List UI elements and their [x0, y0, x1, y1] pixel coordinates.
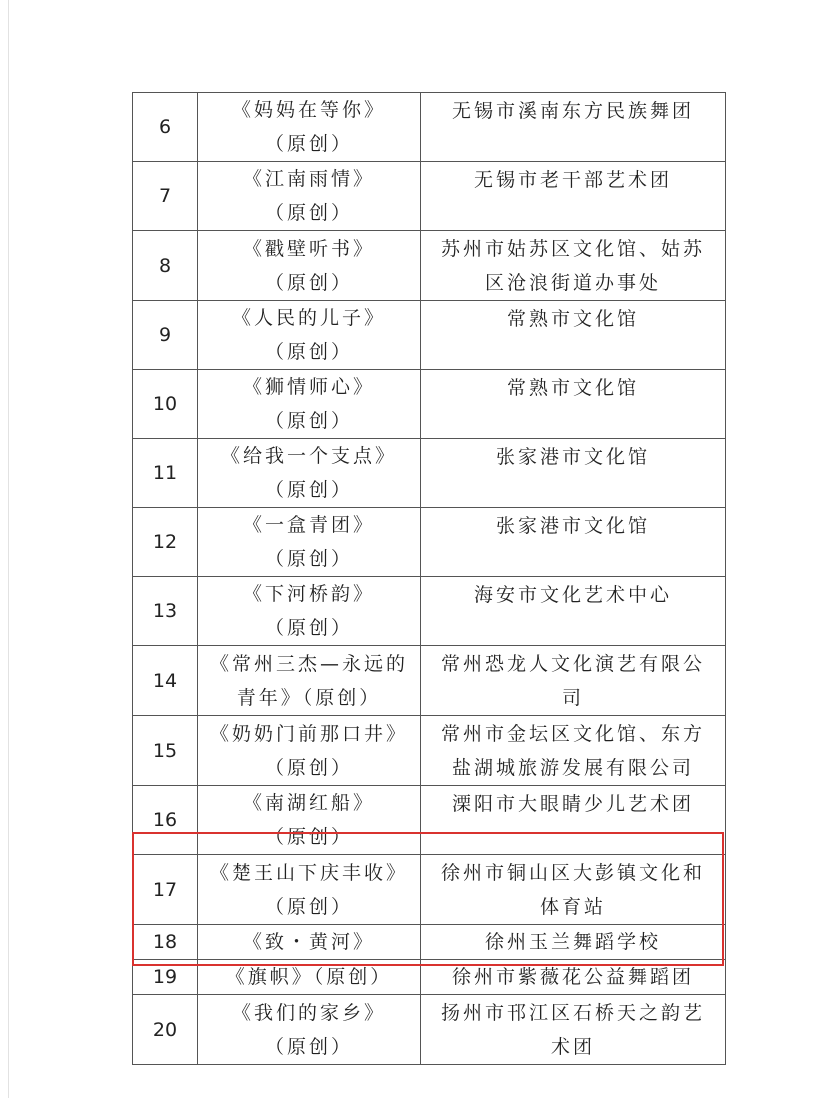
row-number: 12: [133, 508, 198, 577]
table-row: [133, 439, 726, 508]
organization-name: 无锡市老干部艺术团: [473, 169, 672, 191]
organization-cell: [421, 925, 726, 960]
table-row: [133, 231, 726, 301]
organization-name-cont: 区沧浪街道办事处: [484, 272, 661, 294]
organization-cell: [421, 716, 726, 786]
organization-cell: [421, 508, 726, 577]
organization-cell: [421, 231, 726, 301]
organization-cell: [421, 995, 726, 1065]
organization-name: 苏州市姑苏区文化馆、姑苏: [440, 238, 705, 260]
program-title-note: （原创）: [264, 202, 353, 224]
program-title: 《一盒青团》: [242, 514, 375, 536]
program-title-cell: [198, 960, 421, 995]
program-title: 《戳壁听书》: [242, 237, 375, 260]
program-title: 《奶奶门前那口井》: [209, 722, 408, 745]
organization-name: 海安市文化艺术中心: [473, 584, 672, 606]
program-title-note: （原创）: [264, 1035, 353, 1058]
row-number: 19: [133, 960, 198, 995]
program-title-note: （原创）: [264, 341, 353, 363]
row-number: 7: [133, 162, 198, 231]
row-number: 10: [133, 370, 198, 439]
table-row: [133, 301, 726, 370]
organization-name: 常州恐龙人文化演艺有限公: [440, 653, 705, 675]
program-title: 《致・黄河》: [242, 931, 375, 953]
organization-name-cont: 术团: [550, 1036, 595, 1058]
program-title-cell: [198, 301, 421, 370]
organization-cell: [421, 301, 726, 370]
page-edge: [8, 0, 9, 1098]
program-title-note: （原创）: [264, 410, 353, 432]
table-row: [133, 577, 726, 646]
program-title-note: （原创）: [264, 617, 353, 639]
program-title-cell: [198, 716, 421, 786]
organization-cell: [421, 439, 726, 508]
table-row: [133, 925, 726, 960]
table-body: [133, 93, 726, 1065]
table-row: [133, 716, 726, 786]
program-title: 《妈妈在等你》: [231, 99, 386, 121]
program-title-cell: [198, 93, 421, 162]
program-title: 《我们的家乡》: [231, 1001, 386, 1024]
program-title-cell: [198, 439, 421, 508]
organization-cell: [421, 162, 726, 231]
organization-name-cont: 司: [561, 687, 584, 709]
organization-cell: [421, 855, 726, 925]
program-title-note: （原创）: [264, 133, 353, 155]
row-number: 17: [133, 855, 198, 925]
organization-name: 张家港市文化馆: [495, 446, 650, 468]
table-row: [133, 508, 726, 577]
row-number: 9: [133, 301, 198, 370]
program-title-note: （原创）: [264, 756, 353, 779]
organization-name: 张家港市文化馆: [495, 515, 650, 537]
row-number: 8: [133, 231, 198, 301]
organization-name: 扬州市邗江区石桥天之韵艺: [440, 1002, 705, 1024]
program-title-note: （原创）: [264, 479, 353, 501]
row-number: 15: [133, 716, 198, 786]
program-title-cell: [198, 231, 421, 301]
program-title-cell: [198, 925, 421, 960]
program-title: 《楚王山下庆丰收》: [209, 861, 408, 884]
program-title-cell: [198, 370, 421, 439]
organization-name: 常州市金坛区文化馆、东方: [440, 723, 705, 745]
program-title-cell: [198, 508, 421, 577]
program-title-note: 青年》（原创）: [236, 686, 382, 709]
row-number: 11: [133, 439, 198, 508]
row-number: 6: [133, 93, 198, 162]
program-title-cell: [198, 577, 421, 646]
organization-name: 徐州玉兰舞蹈学校: [484, 931, 661, 953]
program-title-cell: [198, 162, 421, 231]
organization-name: 溧阳市大眼睛少儿艺术团: [451, 793, 694, 815]
program-title-note: （原创）: [264, 271, 353, 294]
organization-name: 常熟市文化馆: [506, 308, 639, 330]
organization-name: 常熟市文化馆: [506, 377, 639, 399]
program-title: 《下河桥韵》: [242, 583, 375, 605]
table-row: [133, 93, 726, 162]
table-row: [133, 786, 726, 855]
program-title: 《给我一个支点》: [220, 445, 397, 467]
table-row: [133, 162, 726, 231]
organization-name-cont: 盐湖城旅游发展有限公司: [451, 757, 694, 779]
table-row: [133, 855, 726, 925]
organization-cell: [421, 93, 726, 162]
organization-name-cont: 体育站: [539, 896, 606, 918]
row-number: 18: [133, 925, 198, 960]
program-title-note: （原创）: [264, 826, 353, 848]
row-number: 13: [133, 577, 198, 646]
organization-cell: [421, 370, 726, 439]
program-title: 《常州三杰—永远的: [209, 652, 408, 675]
table-row: [133, 646, 726, 716]
organization-name: 徐州市铜山区大彭镇文化和: [440, 862, 705, 884]
program-title-note: （原创）: [264, 895, 353, 918]
program-title: 《南湖红船》: [242, 792, 375, 814]
program-title: 《旗帜》（原创）: [225, 966, 393, 988]
row-number: 20: [133, 995, 198, 1065]
program-title-cell: [198, 855, 421, 925]
row-number: 14: [133, 646, 198, 716]
program-title-note: （原创）: [264, 548, 353, 570]
table-row: [133, 370, 726, 439]
organization-cell: [421, 786, 726, 855]
organization-name: 无锡市溪南东方民族舞团: [451, 100, 694, 122]
table-row: [133, 960, 726, 995]
program-title-cell: [198, 995, 421, 1065]
program-title: 《人民的儿子》: [231, 307, 386, 329]
program-title: 《狮情师心》: [242, 376, 375, 398]
table-row: [133, 995, 726, 1065]
organization-name: 徐州市紫薇花公益舞蹈团: [451, 966, 694, 988]
row-number: 16: [133, 786, 198, 855]
program-title-cell: [198, 786, 421, 855]
organization-cell: [421, 960, 726, 995]
program-title: 《江南雨情》: [242, 168, 375, 190]
program-list-table: [132, 92, 726, 1065]
program-title-cell: [198, 646, 421, 716]
organization-cell: [421, 646, 726, 716]
organization-cell: [421, 577, 726, 646]
